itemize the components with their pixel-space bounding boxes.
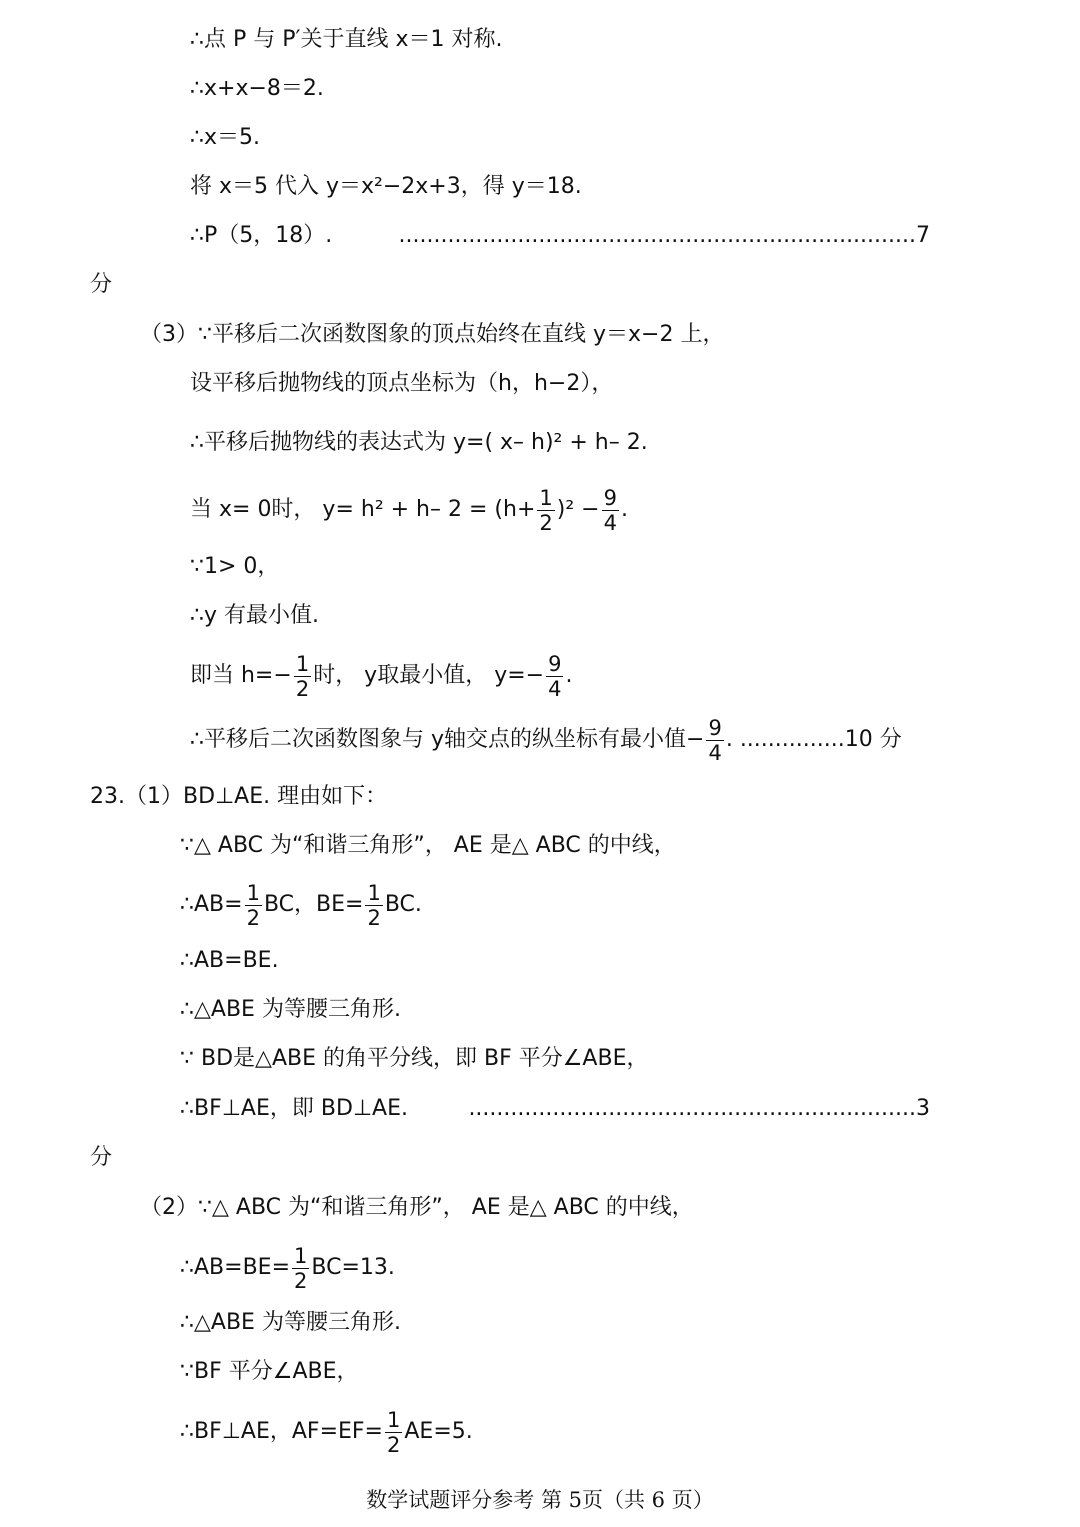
fraction [537, 487, 554, 534]
score-dots: ................................................................3 [468, 1096, 930, 1121]
line-text: 时， y取最小值， y=− [313, 663, 545, 688]
line-text: ∴y 有最小值. [190, 603, 320, 628]
text-line [190, 172, 582, 202]
line-text: BC=13. [311, 1255, 395, 1280]
fraction [365, 882, 382, 929]
line-text: ∴平移后二次函数图象与 y轴交点的纵坐标有最小值− [190, 727, 705, 752]
line-text: BC. [384, 892, 422, 917]
line-text: 将 x＝5 代入 y＝x²−2x+3，得 y＝18. [190, 174, 582, 199]
denominator: 4 [548, 676, 562, 701]
fraction [292, 1245, 309, 1292]
denominator: 2 [295, 676, 310, 701]
page-footer: 数学试题评分参考 第 5页（共 6 页） [366, 1488, 714, 1512]
text-line [90, 270, 112, 300]
text-line [90, 1143, 112, 1173]
line-text: （3）∵平移后二次函数图象的顶点始终在直线 y＝x−2 上， [140, 322, 725, 347]
fraction [294, 653, 311, 700]
score-unit: 分 [90, 1145, 113, 1170]
numerator: 9 [548, 651, 562, 676]
score-dots: ..........................................................................7 [398, 223, 930, 248]
numerator: 1 [387, 1407, 401, 1432]
question-heading [90, 782, 387, 812]
math-line [190, 648, 572, 704]
line-text: ∴△ABE 为等腰三角形. [180, 1310, 401, 1335]
line-text: ∴x+x−8＝2. [190, 76, 324, 101]
text-line [180, 946, 279, 976]
line-text: ∴△ABE 为等腰三角形. [180, 997, 401, 1022]
text-line [180, 1308, 401, 1338]
math-line [180, 1240, 395, 1296]
line-text: ∴AB= [180, 892, 243, 917]
denominator: 4 [603, 510, 617, 535]
fraction [245, 882, 262, 929]
score-unit: 分 [90, 272, 113, 297]
denominator: 4 [708, 740, 722, 765]
line-text: ∵1> 0， [190, 554, 280, 579]
text-line [180, 995, 401, 1025]
line-text: . [620, 497, 628, 522]
denominator: 2 [387, 1432, 401, 1457]
line-text: ∴AB=BE= [180, 1255, 290, 1280]
line-text: )² − [556, 497, 600, 522]
math-line [180, 1404, 473, 1460]
text-line [190, 552, 279, 582]
text-line [190, 123, 260, 153]
numerator: 9 [603, 485, 617, 510]
numerator: 1 [294, 1243, 308, 1268]
text-line [140, 320, 724, 350]
denominator: 2 [367, 905, 381, 930]
line-text: BC，BE= [263, 892, 364, 917]
line-text: ∵△ ABC 为“和谐三角形”， AE 是△ ABC 的中线， [180, 833, 676, 858]
numerator: 9 [708, 715, 722, 740]
numerator: 1 [367, 880, 381, 905]
text-line [190, 369, 613, 399]
score-line [190, 221, 930, 251]
line-text: ∴x＝5. [190, 125, 261, 150]
line-text: （2）∵△ ABC 为“和谐三角形”， AE 是△ ABC 的中线， [140, 1195, 694, 1220]
line-text: AE=5. [404, 1419, 473, 1444]
math-line [190, 482, 628, 538]
line-text: . [565, 663, 573, 688]
fraction [546, 653, 563, 700]
math-line [180, 877, 422, 933]
line-text: ∴AB=BE. [180, 948, 279, 973]
line-text: ∴BF⊥AE，即 BD⊥AE. [180, 1096, 408, 1121]
numerator: 1 [539, 485, 553, 510]
text-line [140, 1193, 694, 1223]
line-text: ∵ BD是△ABE 的角平分线，即 BF 平分∠ABE， [180, 1046, 649, 1071]
text-line [180, 831, 676, 861]
line-text: 设平移后抛物线的顶点坐标为（h，h−2）， [190, 371, 614, 396]
line-text: 即当 h=− [190, 663, 292, 688]
denominator: 2 [539, 510, 553, 535]
text-line [180, 1357, 359, 1387]
denominator: 2 [294, 1268, 308, 1293]
numerator: 1 [295, 651, 310, 676]
fraction [385, 1409, 402, 1456]
line-text: ∴BF⊥AE，AF=EF= [180, 1419, 383, 1444]
text-line [180, 1044, 648, 1074]
text-line [190, 25, 503, 55]
line-text: ∴平移后抛物线的表达式为 y=( x– h)² + h– 2. [190, 430, 648, 455]
line-text: ∴点 P 与 P′关于直线 x＝1 对称. [190, 27, 503, 52]
denominator: 2 [246, 905, 260, 930]
line-text: ∵BF 平分∠ABE， [180, 1359, 359, 1384]
fraction [706, 717, 723, 764]
line-text: ∴P（5，18）. [190, 223, 333, 248]
score-line [180, 1094, 930, 1124]
score-dots: . ...............10 分 [725, 727, 902, 752]
text-line [190, 428, 648, 458]
fraction [602, 487, 619, 534]
score-line [190, 712, 902, 768]
line-text: 23.（1）BD⊥AE. 理由如下： [90, 784, 388, 809]
line-text: 当 x= 0时， y= h² + h– 2 = (h+ [190, 497, 536, 522]
text-line [190, 601, 319, 631]
text-line [190, 74, 324, 104]
numerator: 1 [246, 880, 260, 905]
